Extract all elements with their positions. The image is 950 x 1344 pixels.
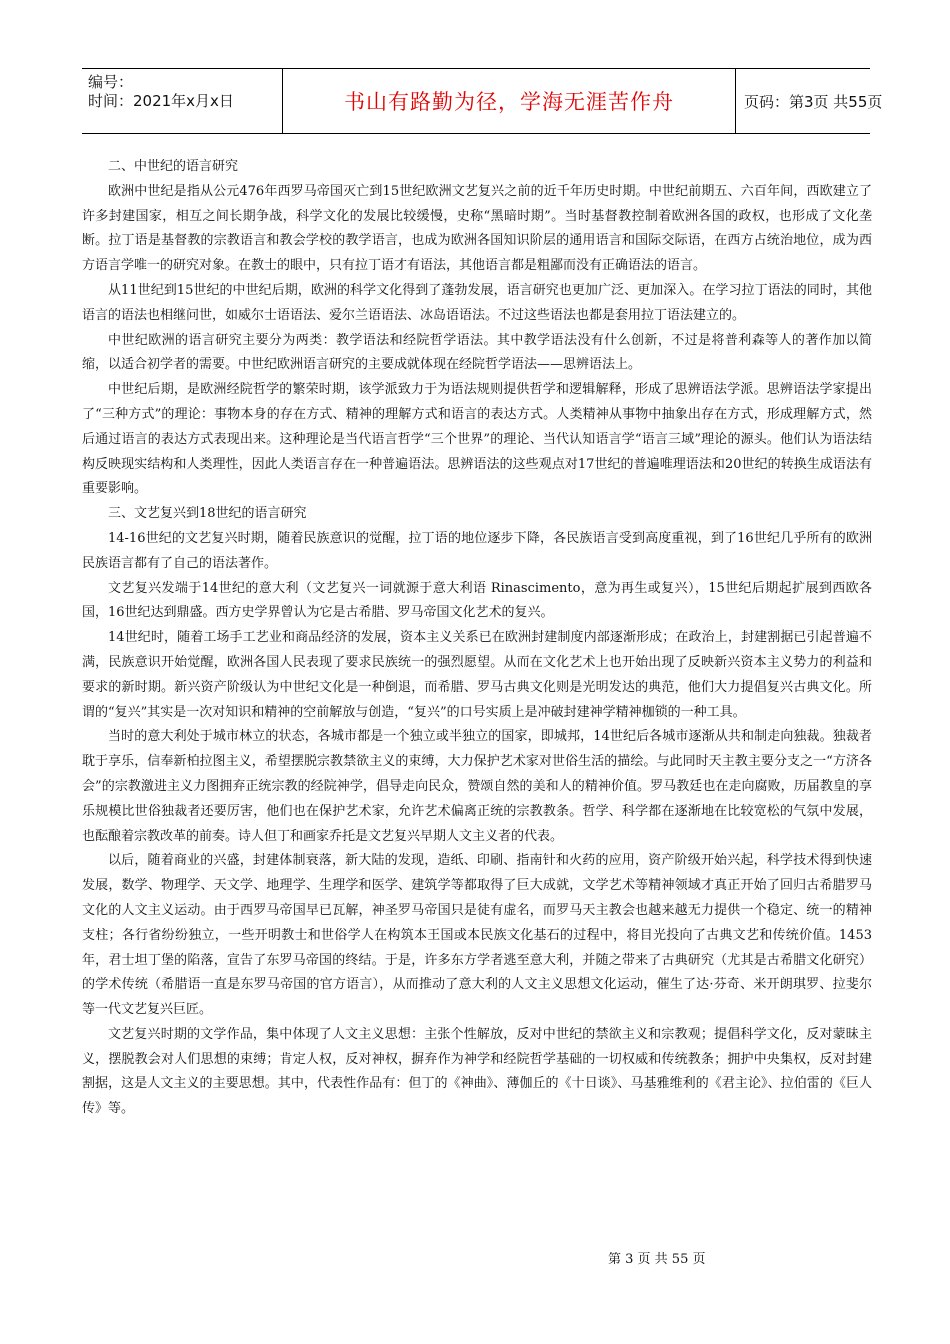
header-motto: 书山有路勤为径，学海无涯苦作舟 [344,90,674,114]
paragraph: 14世纪时，随着工场手工艺业和商品经济的发展，资本主义关系已在欧洲封建制度内部逐渐形成；在政治上，封建割据已引起普遍不满，民族意识开始觉醒，欧洲各国人民表现了要求民族统一的强烈愿望。从而在文化艺术上也开始出现了反映新兴资本主义势力的利益和要求的新时期。新兴资产阶级认为中世纪文化是一种倒退，而希腊、罗马古典文化则是光明发达的典范，他们大力提倡复兴古典文化。所谓的“复兴”其实是一次对知识和精神的空前解放与创造，“复兴”的口号实质上是冲破封建神学精神枷锁的一种工具。 [82,630,872,720]
paragraph: 以后，随着商业的兴盛，封建体制衰落，新大陆的发现，造纸、印刷、指南针和火药的应用，资产阶级开始兴起，科学技术得到快速发展，数学、物理学、天文学、地理学、生理学和医学、建筑学等都取得了巨大成就，文学艺术等精神领域才真正开始了回归古希腊罗马文化的人文主义运动。由于西罗马帝国早已瓦解，神圣罗马帝国只是徒有虚名，而罗马天主教会也越来越无力提供一个稳定、统一的精神支柱；各行省纷纷独立，一些开明教士和世俗学人在构筑本王国或本民族文化基石的过程中，将目光投向了古典文艺和传统价值。1453年，君士坦丁堡的陷落，宣告了东罗马帝国的终结。于是，许多东方学者逃至意大利，并随之带来了古典研究（尤其是古希腊文化研究）的学术传统（希腊语一直是东罗马帝国的官方语言），从而推动了意大利的人文主义思想文化运动，催生了达·芬奇、米开朗琪罗、拉斐尔等一代文艺复兴巨匠。 [82,853,872,1018]
paragraph: 当时的意大利处于城市林立的状态，各城市都是一个独立或半独立的国家，即城邦，14世纪后各城市逐渐从共和制走向独裁。独裁者耽于享乐，信奉新柏拉图主义，希望摆脱宗教禁欲主义的束缚，大力保护艺术家对世俗生活的描绘。与此同时天主教主要分支之一“方济各会”的宗教激进主义力图拥弃正统宗教的经院神学，倡导走向民众，赞颂自然的美和人的精神价值。罗马教廷也在走向腐败，历届教皇的享乐规模比世俗独裁者还要厉害，他们也在保护艺术家，允许艺术偏离正统的宗教教条。哲学、科学都在逐渐地在比较宽松的气氛中发展，也酝酿着宗教改革的前奏。诗人但丁和画家乔托是文艺复兴早期人文主义者的代表。 [82,729,872,844]
paragraph: 中世纪欧洲的语言研究主要分为两类：教学语法和经院哲学语法。其中教学语法没有什么创新，不过是将普利森等人的著作加以简缩，以适合初学者的需要。中世纪欧洲语言研究的主要成就体现在经院哲学语法——思辨语法上。 [82,332,872,373]
document-date-label: 时间：2021年x月x日 [88,92,234,110]
header-left-cell [82,69,282,133]
header-page-cell [736,69,883,133]
paragraph: 欧洲中世纪是指从公元476年西罗马帝国灭亡到15世纪欧洲文艺复兴之前的近千年历史时期。中世纪前期五、六百年间，西欧建立了许多封建国家，相互之间长期争战，科学文化的发展比较缓慢，史称“黑暗时期”。当时基督教控制着欧洲各国的政权，也形成了文化垄断。拉丁语是基督教的宗教语言和教会学校的教学语言，也成为欧洲各国知识阶层的通用语言和国际交际语，在西方占统治地位，成为西方语言学唯一的研究对象。在教士的眼中，只有拉丁语才有语法，其他语言都是粗鄙而没有正确语法的语言。 [82,183,872,274]
page-footer: 第 3 页 共 55 页 [608,1252,706,1267]
section-heading: 三、文艺复兴到18世纪的语言研究 [108,506,307,522]
section-heading: 二、中世纪的语言研究 [108,159,239,174]
paragraph: 14-16世纪的文艺复兴时期，随着民族意识的觉醒，拉丁语的地位逐步下降，各民族语言受到高度重视，到了16世纪几乎所有的欧洲民族语言都有了自己的语法著作。 [82,530,872,571]
page-header [82,68,883,134]
paragraph: 文艺复兴发端于14世纪的意大利（文艺复兴一词就源于意大利语 Rinascimento，意为再生或复兴），15世纪后期起扩展到西欧各国，16世纪达到鼎盛。西方史学界曾认为它是古希腊、罗马帝国文化艺术的复兴。 [82,580,872,621]
paragraph: 文艺复兴时期的文学作品，集中体现了人文主义思想：主张个性解放，反对中世纪的禁欲主义和宗教观；提倡科学文化，反对蒙昧主义，摆脱教会对人们思想的束缚；肯定人权，反对神权，摒弃作为神学和经院哲学基础的一切权威和传统教条；拥护中央集权，反对封建割据，这是人文主义的主要思想。其中，代表性作品有：但丁的《神曲》、薄伽丘的《十日谈》、马基雅维利的《君主论》、拉伯雷的《巨人传》等。 [82,1026,872,1117]
document-body [82,155,872,1122]
document-number-label: 编号： [88,73,134,91]
header-page-code: 页码：第3页 共55页 [744,92,883,111]
paragraph: 从11世纪到15世纪的中世纪后期，欧洲的科学文化得到了蓬勃发展，语言研究也更加广泛、更加深入。在学习拉丁语法的同时，其他语言的语法也相继问世，如威尔士语语法、爱尔兰语语法、冰岛语语法。不过这些语法也都是套用拉丁语法建立的。 [82,282,872,323]
header-motto-cell [282,69,736,133]
paragraph: 中世纪后期，是欧洲经院哲学的繁荣时期，该学派致力于为语法规则提供哲学和逻辑解释，形成了思辨语法学派。思辨语法学家提出了“三种方式”的理论：事物本身的存在方式、精神的理解方式和语言的表达方式。人类精神从事物中抽象出存在方式，形成理解方式，然后通过语言的表达方式表现出来。这种理论是当代语言哲学“三个世界”的理论、当代认知语言学“语言三域”理论的源头。他们认为语法结构反映现实结构和人类理性，因此人类语言存在一种普遍语法。思辨语法的这些观点对17世纪的普遍唯理语法和20世纪的转换生成语法有重要影响。 [82,382,872,497]
